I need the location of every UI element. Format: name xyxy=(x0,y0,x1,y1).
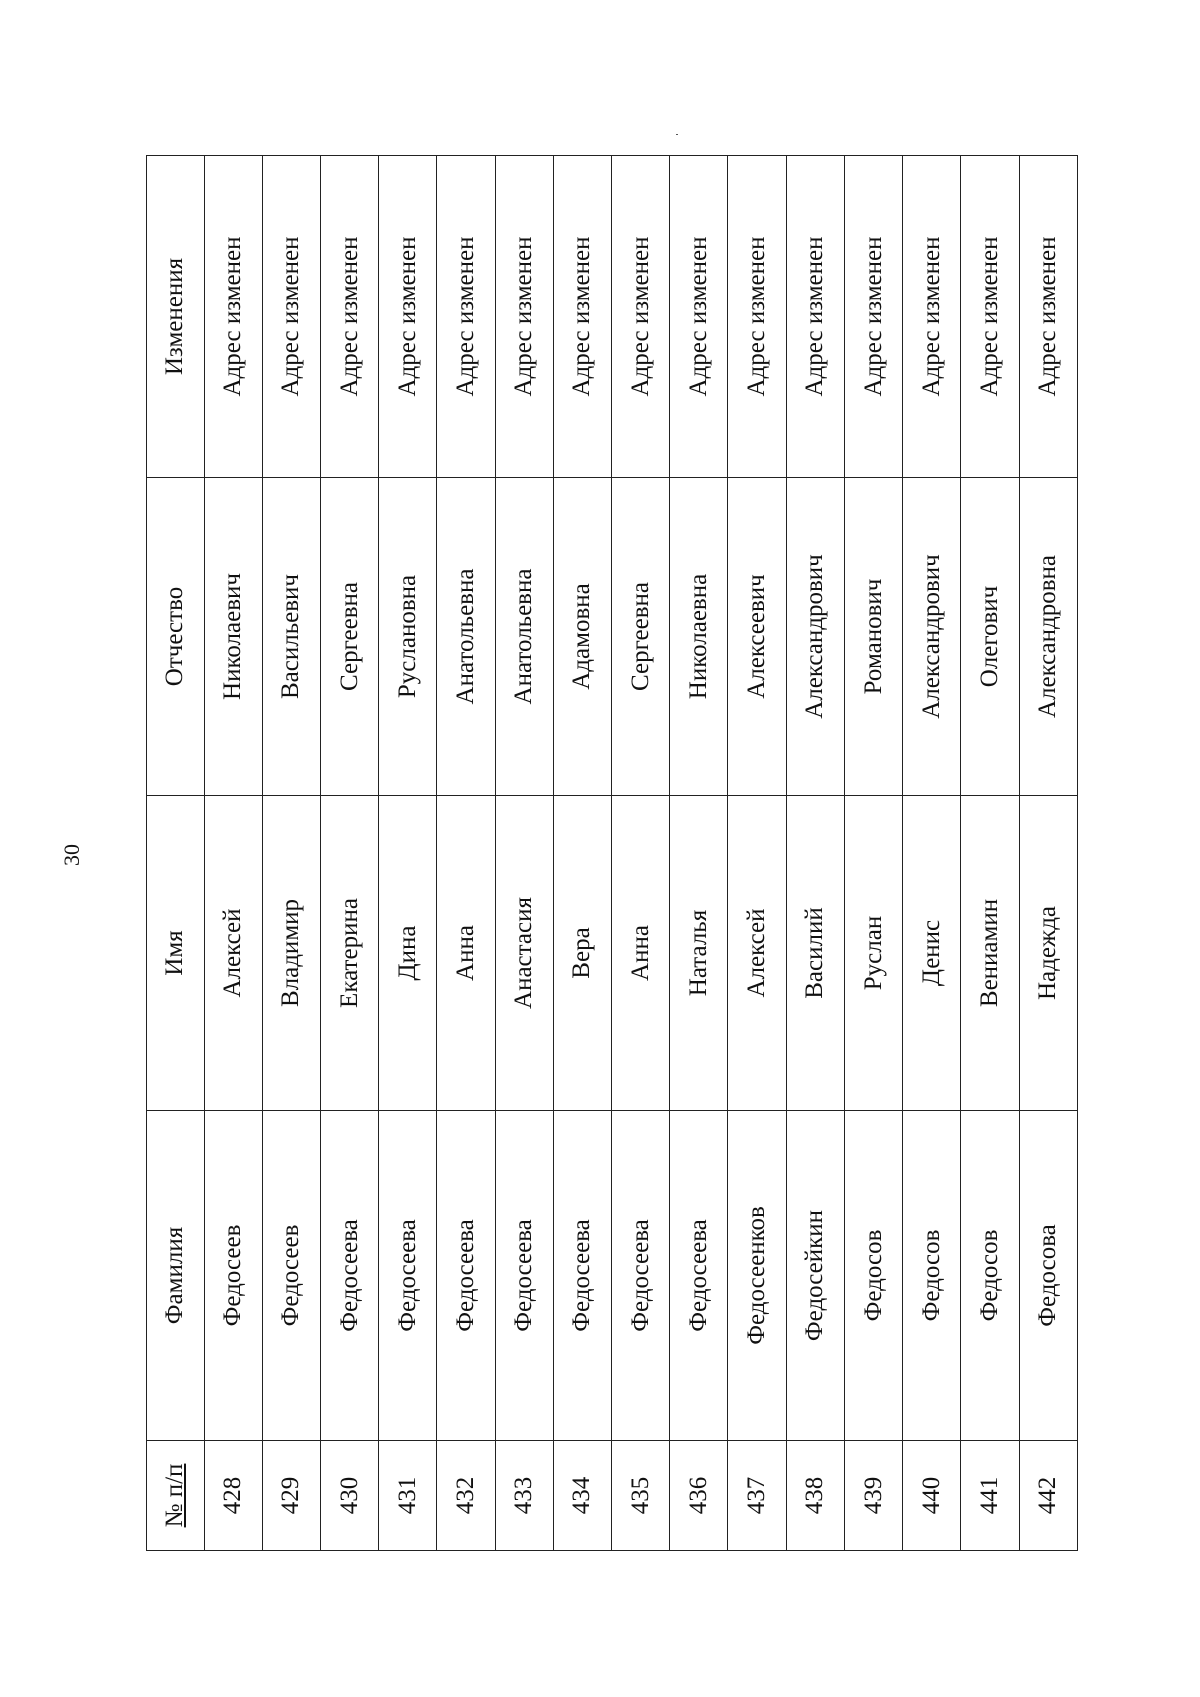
header-num xyxy=(147,1441,205,1551)
cell-last-name: Федосеев xyxy=(204,1111,262,1441)
cell-patronymic: Руслановна xyxy=(379,478,437,796)
cell-patronymic: Николаевич xyxy=(204,478,262,796)
header-num-label: № п/п xyxy=(161,1463,189,1528)
cell-first-name: Анна xyxy=(437,796,495,1111)
table-row xyxy=(612,156,670,1551)
cell-changes: Адрес изменен xyxy=(728,156,786,478)
cell-patronymic: Васильевич xyxy=(262,478,320,796)
cell-first-name: Анастасия xyxy=(495,796,553,1111)
cell-patronymic: Сергеевна xyxy=(612,478,670,796)
cell-last-name: Федосеев xyxy=(262,1111,320,1441)
cell-patronymic: Анатольевна xyxy=(437,478,495,796)
table-row xyxy=(1019,156,1077,1551)
cell-first-name: Наталья xyxy=(670,796,728,1111)
cell-first-name: Владимир xyxy=(262,796,320,1111)
cell-last-name: Федосеева xyxy=(379,1111,437,1441)
cell-last-name: Федосов xyxy=(844,1111,902,1441)
cell-first-name: Руслан xyxy=(844,796,902,1111)
cell-patronymic: Алексеевич xyxy=(728,478,786,796)
cell-num: 438 xyxy=(786,1441,844,1551)
table-row xyxy=(786,156,844,1551)
cell-changes: Адрес изменен xyxy=(379,156,437,478)
cell-last-name: Федосеева xyxy=(320,1111,378,1441)
page-number: 30 xyxy=(59,844,84,866)
cell-patronymic: Александрович xyxy=(903,478,961,796)
table-row xyxy=(670,156,728,1551)
cell-num: 441 xyxy=(961,1441,1019,1551)
table-row xyxy=(903,156,961,1551)
cell-num: 439 xyxy=(844,1441,902,1551)
cell-patronymic: Николаевна xyxy=(670,478,728,796)
table-row xyxy=(728,156,786,1551)
header-last-name: Фамилия xyxy=(147,1111,205,1441)
cell-changes: Адрес изменен xyxy=(262,156,320,478)
cell-first-name: Дина xyxy=(379,796,437,1111)
registry-table xyxy=(146,155,1078,1551)
header-changes: Изменения xyxy=(147,156,205,478)
cell-last-name: Федосеева xyxy=(495,1111,553,1441)
cell-changes: Адрес изменен xyxy=(961,156,1019,478)
table-row xyxy=(204,156,262,1551)
cell-first-name: Алексей xyxy=(204,796,262,1111)
table-row xyxy=(961,156,1019,1551)
cell-last-name: Федосеева xyxy=(553,1111,611,1441)
table-row xyxy=(495,156,553,1551)
cell-changes: Адрес изменен xyxy=(612,156,670,478)
cell-num: 433 xyxy=(495,1441,553,1551)
scan-artifact xyxy=(676,134,678,135)
table-row xyxy=(553,156,611,1551)
table-row xyxy=(844,156,902,1551)
cell-num: 430 xyxy=(320,1441,378,1551)
table-row xyxy=(262,156,320,1551)
cell-num: 432 xyxy=(437,1441,495,1551)
table-row xyxy=(437,156,495,1551)
registry-table-rotated xyxy=(146,156,1078,1551)
cell-changes: Адрес изменен xyxy=(903,156,961,478)
cell-changes: Адрес изменен xyxy=(670,156,728,478)
cell-last-name: Федосов xyxy=(903,1111,961,1441)
header-patronymic: Отчество xyxy=(147,478,205,796)
table-header-row xyxy=(147,156,205,1551)
cell-changes: Адрес изменен xyxy=(320,156,378,478)
cell-num: 429 xyxy=(262,1441,320,1551)
cell-first-name: Екатерина xyxy=(320,796,378,1111)
cell-patronymic: Олегович xyxy=(961,478,1019,796)
cell-changes: Адрес изменен xyxy=(437,156,495,478)
cell-last-name: Федосеева xyxy=(612,1111,670,1441)
cell-patronymic: Анатольевна xyxy=(495,478,553,796)
cell-first-name: Денис xyxy=(903,796,961,1111)
cell-patronymic: Сергеевна xyxy=(320,478,378,796)
cell-first-name: Вера xyxy=(553,796,611,1111)
cell-changes: Адрес изменен xyxy=(553,156,611,478)
cell-changes: Адрес изменен xyxy=(786,156,844,478)
cell-patronymic: Романович xyxy=(844,478,902,796)
cell-first-name: Надежда xyxy=(1019,796,1077,1111)
header-first-name: Имя xyxy=(147,796,205,1111)
cell-first-name: Алексей xyxy=(728,796,786,1111)
cell-num: 440 xyxy=(903,1441,961,1551)
cell-num: 428 xyxy=(204,1441,262,1551)
cell-last-name: Федосеева xyxy=(437,1111,495,1441)
cell-changes: Адрес изменен xyxy=(495,156,553,478)
cell-last-name: Федосейкин xyxy=(786,1111,844,1441)
cell-num: 442 xyxy=(1019,1441,1077,1551)
cell-changes: Адрес изменен xyxy=(1019,156,1077,478)
cell-last-name: Федосеева xyxy=(670,1111,728,1441)
cell-num: 437 xyxy=(728,1441,786,1551)
cell-first-name: Анна xyxy=(612,796,670,1111)
cell-num: 436 xyxy=(670,1441,728,1551)
cell-patronymic: Адамовна xyxy=(553,478,611,796)
table-row xyxy=(320,156,378,1551)
cell-patronymic: Александрович xyxy=(786,478,844,796)
cell-first-name: Василий xyxy=(786,796,844,1111)
cell-last-name: Федосова xyxy=(1019,1111,1077,1441)
cell-num: 431 xyxy=(379,1441,437,1551)
table-row xyxy=(379,156,437,1551)
cell-last-name: Федосеенков xyxy=(728,1111,786,1441)
cell-num: 435 xyxy=(612,1441,670,1551)
cell-first-name: Вениамин xyxy=(961,796,1019,1111)
cell-num: 434 xyxy=(553,1441,611,1551)
cell-changes: Адрес изменен xyxy=(204,156,262,478)
cell-patronymic: Александровна xyxy=(1019,478,1077,796)
cell-last-name: Федосов xyxy=(961,1111,1019,1441)
cell-changes: Адрес изменен xyxy=(844,156,902,478)
